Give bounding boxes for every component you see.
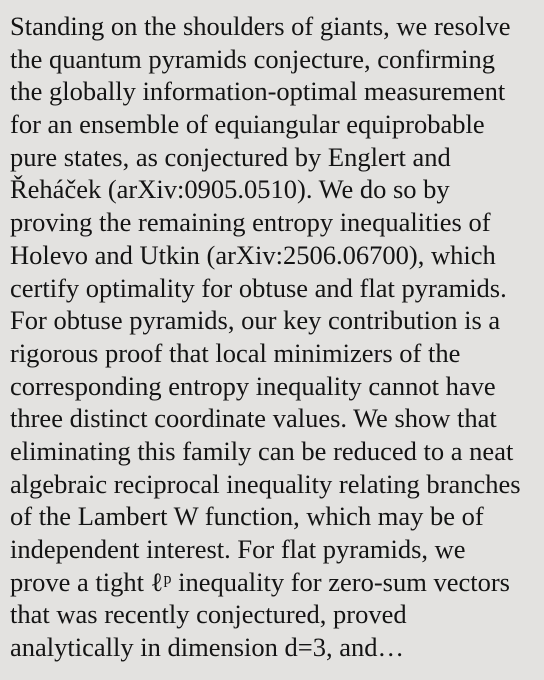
abstract-line: corresponding entropy inequality cannot have <box>10 370 496 401</box>
abstract-line: of the Lambert W function, which may be of <box>10 501 484 532</box>
abstract-line: three distinct coordinate values. We show that <box>10 403 497 434</box>
abstract-line: Řeháček (arXiv:0905.0510). We do so by <box>10 174 450 205</box>
abstract-line: Standing on the shoulders of giants, we resolve <box>10 11 511 41</box>
abstract-line: algebraic reciprocal inequality relating branches <box>10 468 521 499</box>
abstract-line: rigorous proof that local minimizers of the <box>10 337 461 368</box>
abstract-text <box>10 10 534 664</box>
abstract-line: proving the remaining entropy inequalities of <box>10 207 491 238</box>
abstract-line: the quantum pyramids conjecture, confirming <box>10 43 495 74</box>
abstract-line: for an ensemble of equiangular equiprobable <box>10 109 485 140</box>
abstract-line: eliminating this family can be reduced to a neat <box>10 435 514 466</box>
abstract-line: analytically in dimension d=3, and… <box>10 632 404 663</box>
abstract-line: the globally information-optimal measurement <box>10 76 506 107</box>
abstract-line: For obtuse pyramids, our key contribution is a <box>10 305 501 336</box>
abstract-line: independent interest. For flat pyramids, we <box>10 534 466 564</box>
abstract-line: certify optimality for obtuse and flat pyramids. <box>10 272 507 303</box>
abstract-line: that was recently conjectured, proved <box>10 599 407 630</box>
abstract-line: pure states, as conjectured by Englert and <box>10 141 451 172</box>
abstract-line: Holevo and Utkin (arXiv:2506.06700), which <box>10 239 496 270</box>
abstract-line: prove a tight ℓᵖ inequality for zero-sum vectors <box>10 566 510 597</box>
